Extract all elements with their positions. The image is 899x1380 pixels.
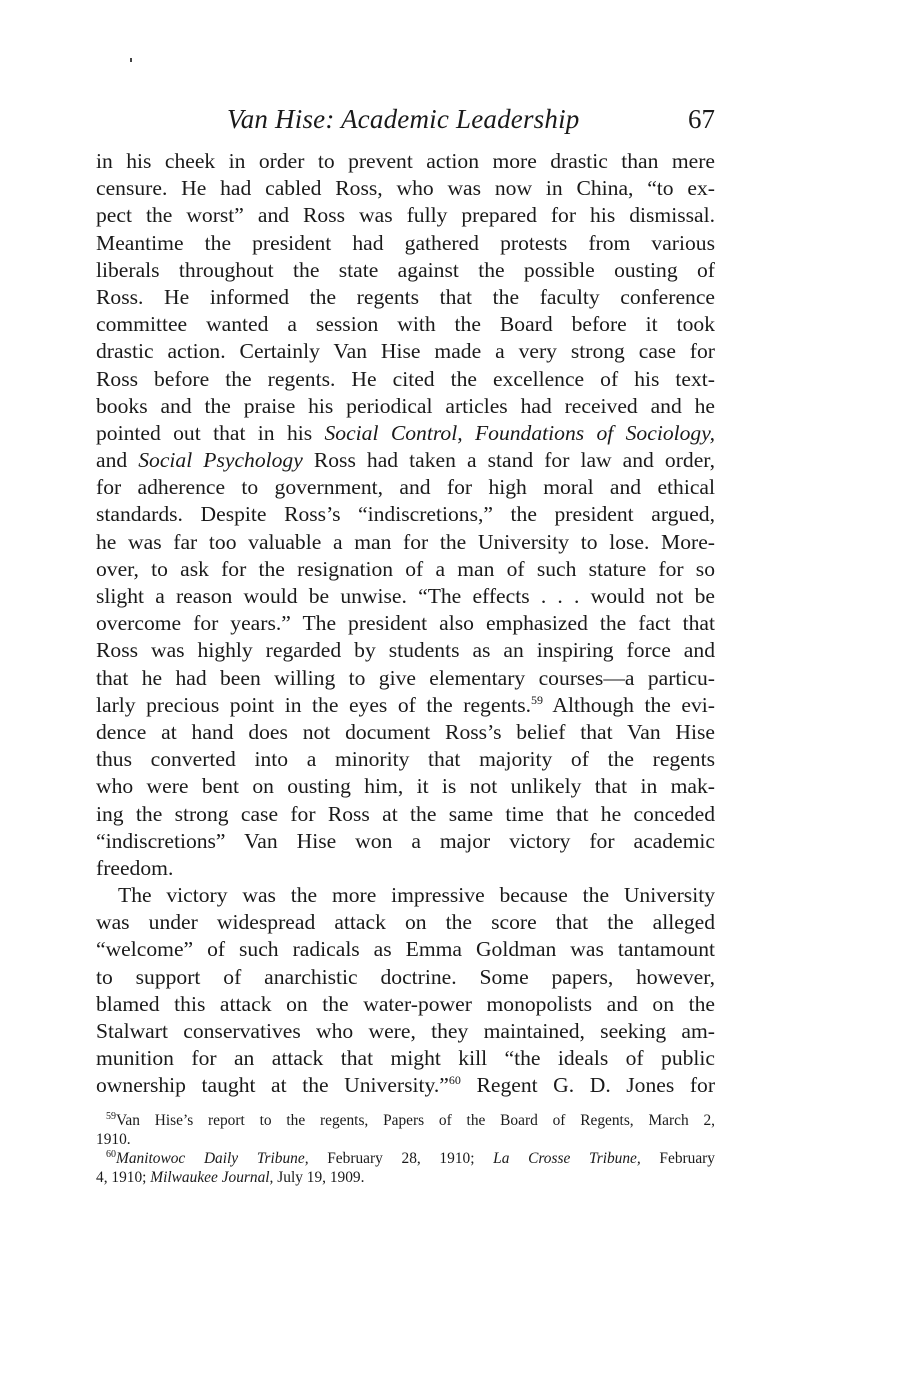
footnote-ref: 59: [531, 692, 544, 707]
text-line: slight a reason would be unwise. “The effects . . . would not be: [96, 584, 715, 608]
text-line: munition for an attack that might kill “the ideals of public: [96, 1046, 715, 1071]
text-line: overcome for years.” The president also emphasized the fact that: [96, 611, 715, 636]
text-run: Regent G. D. Jones for: [460, 1073, 715, 1098]
text-line: censure. He had cabled Ross, who was now in China, “to ex-: [96, 176, 715, 201]
text-run: pointed out that in his: [96, 420, 325, 445]
text-line: blamed this attack on the water-power monopolists and on the: [96, 991, 715, 1016]
text-line: [96, 447, 715, 474]
footnote-mark: 60: [106, 1149, 116, 1160]
footnote-line: [96, 1149, 715, 1168]
footnote-text: Van Hise’s report to the regents, Papers of the Board of Regents, March 2,: [116, 1112, 715, 1129]
text-line: drastic action. Certainly Van Hise made a very strong case for: [96, 339, 715, 364]
text-line: The victory was the more impressive because the University: [118, 883, 715, 908]
running-title: Van Hise: Academic Leadership: [227, 104, 580, 134]
footnote-text: 4, 1910;: [96, 1169, 151, 1186]
text-line: ing the strong case for Ross at the same time that he conceded: [96, 801, 715, 826]
text-line: Ross was highly regarded by students as an inspiring force and: [96, 638, 715, 663]
text-line: thus converted into a minority that majority of the regents: [96, 747, 715, 772]
text-run: ownership taught at the University.”: [96, 1073, 449, 1098]
text-line: Stalwart conservatives who were, they maintained, seeking am-: [96, 1019, 715, 1043]
footnote-line: [96, 1111, 715, 1130]
text-line: Ross. He informed the regents that the faculty conference: [96, 284, 715, 309]
text-line: in his cheek in order to prevent action more drastic than mere: [96, 149, 715, 173]
text-line: over, to ask for the resignation of a man of such stature for so: [96, 556, 715, 581]
print-speck: [130, 58, 132, 62]
text-line: [96, 692, 715, 719]
text-line: committee wanted a session with the Board before it took: [96, 312, 715, 337]
page-number: 67: [688, 104, 715, 134]
text-line: who were bent on ousting him, it is not unlikely that in mak-: [96, 774, 715, 799]
text-line: to support of anarchistic doctrine. Some papers, however,: [96, 964, 715, 989]
text-line: Ross before the regents. He cited the excellence of his text-: [96, 366, 715, 391]
text-line: liberals throughout the state against the possible ousting of: [96, 257, 715, 282]
footnote-mark: 59: [106, 1111, 116, 1122]
text-line: [96, 1072, 715, 1099]
text-line: pect the worst” and Ross was fully prepared for his dismissal.: [96, 203, 715, 228]
text-line: “indiscretions” Van Hise won a major victory for academic: [96, 828, 715, 853]
text-line: Meantime the president had gathered protests from various: [96, 230, 715, 255]
footnotes: [96, 1111, 715, 1187]
footnote-text: July 19, 1909.: [273, 1169, 365, 1186]
running-head: [96, 104, 715, 140]
text-run: and: [96, 448, 139, 473]
text-line: dence at hand does not document Ross’s belief that Van Hise: [96, 719, 715, 744]
footnote-line: 1910.: [96, 1131, 131, 1148]
text-line: books and the praise his periodical articles had received and he: [96, 393, 715, 418]
text-line: standards. Despite Ross’s “indiscretions,” the president argued,: [96, 502, 715, 527]
text-line: he was far too valuable a man for the University to lose. More-: [96, 529, 715, 554]
footnote-line: [96, 1168, 715, 1187]
text-line: for adherence to government, and for high moral and ethical: [96, 475, 715, 500]
newspaper-title: La Crosse Tribune,: [493, 1150, 641, 1167]
book-title: Social Psychology: [138, 448, 303, 473]
footnote-text: February 28, 1910;: [308, 1150, 494, 1167]
text-line: freedom.: [96, 855, 174, 880]
footnote-ref: 60: [448, 1073, 461, 1088]
text-line: [96, 420, 715, 447]
text-run: larly precious point in the eyes of the regents.: [96, 692, 532, 717]
text-line: “welcome” of such radicals as Emma Goldman was tantamount: [96, 937, 715, 962]
text-line: was under widespread attack on the score that the alleged: [96, 910, 715, 935]
body-text: [96, 148, 715, 1100]
book-title: Social Control, Foundations of Sociology,: [324, 420, 715, 445]
text-line: that he had been willing to give elementary courses—a particu-: [96, 665, 715, 690]
newspaper-title: Milwaukee Journal,: [150, 1169, 274, 1186]
text-run: Although the evi-: [543, 692, 715, 717]
newspaper-title: Manitowoc Daily Tribune,: [116, 1150, 309, 1167]
footnote-text: February: [640, 1150, 715, 1167]
text-run: Ross had taken a stand for law and order,: [302, 448, 715, 473]
